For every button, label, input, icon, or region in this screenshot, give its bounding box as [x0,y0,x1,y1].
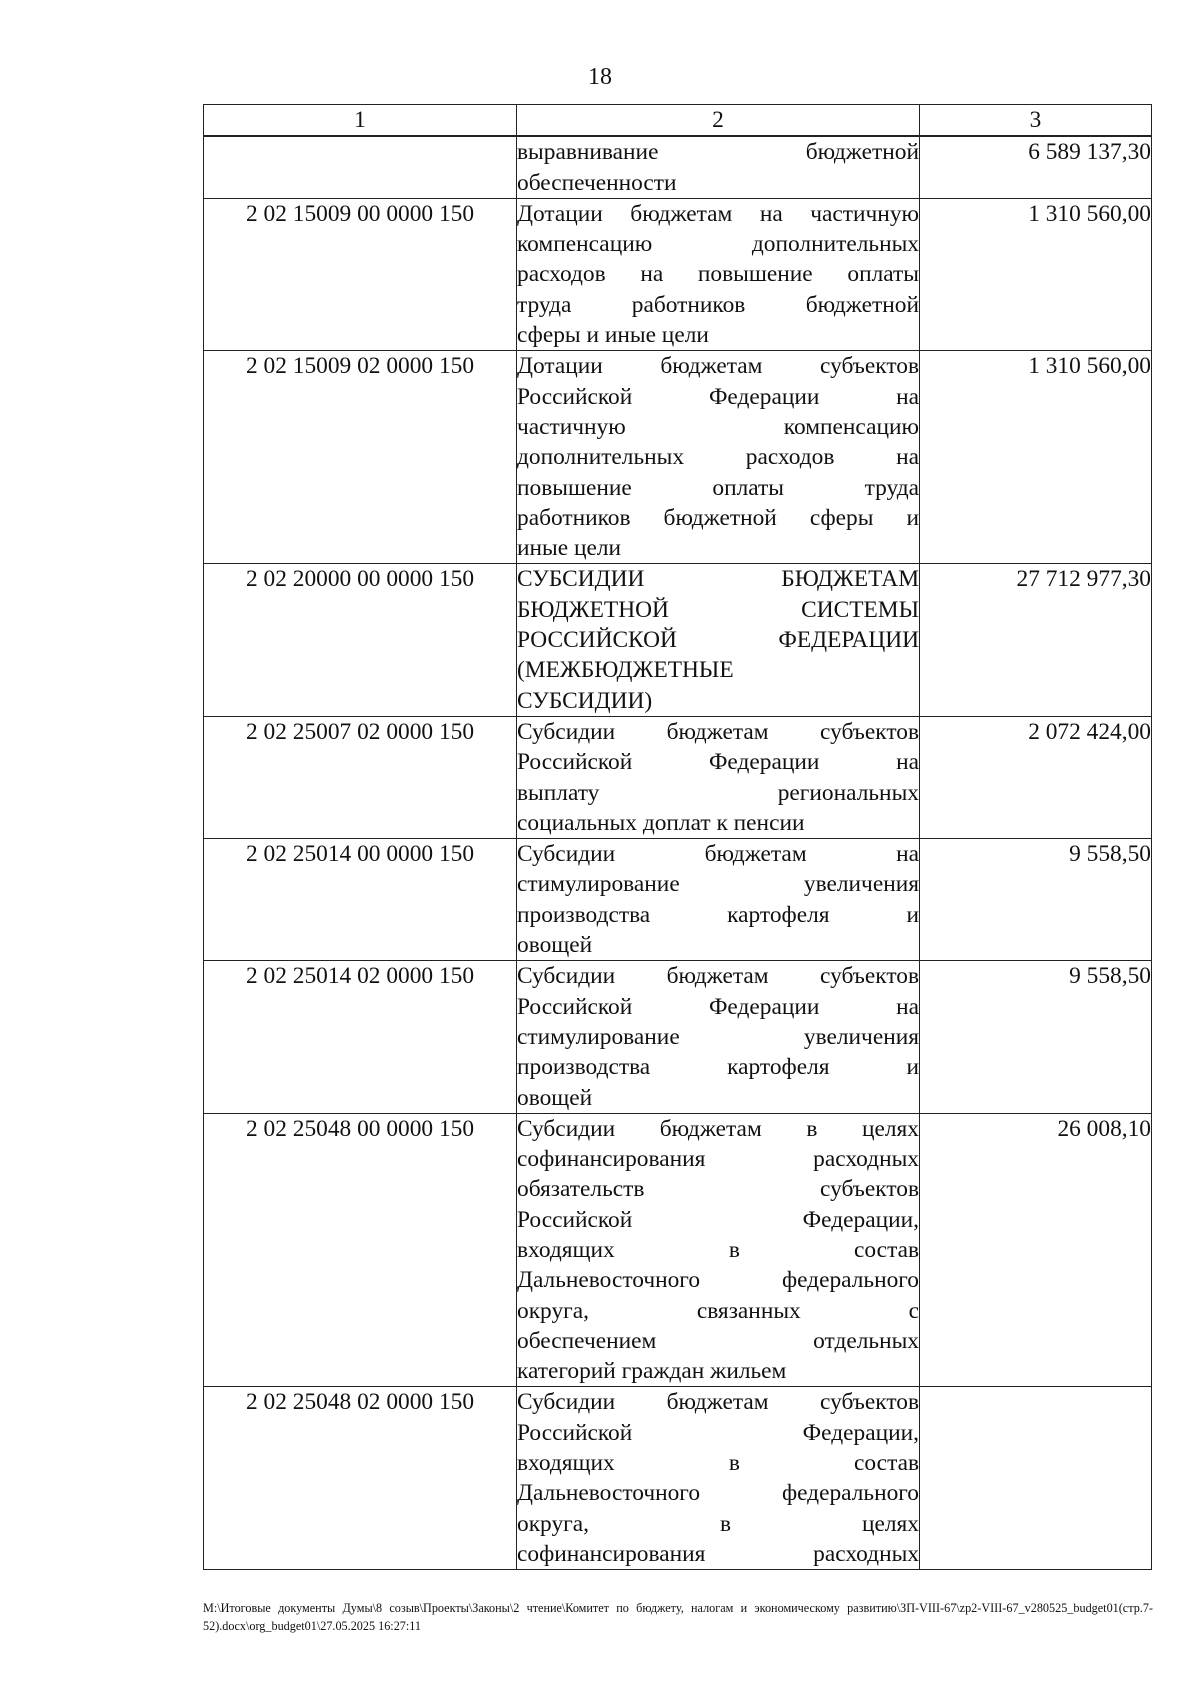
document-file-path-footer: M:\Итоговые документы Думы\8 созыв\Проекты\Законы\2 чтение\Комитет по бюджету, налогам и экономическому развитию\ЗП-VIII-67\zp2-VIII-67_v280525_budget01(стр.7-52).docx\org_budget01\27.05.2025 16:27:11 [203,1601,1153,1633]
revenue-description [517,961,920,1113]
amount-value: 26 008,10 [920,1113,1152,1387]
budget-classification-code: 2 02 25007 02 0000 150 [204,716,517,838]
description-line: Российской Федерации, [517,1419,919,1446]
budget-classification-code [204,136,517,198]
description-line: обеспеченности [517,169,677,196]
description-line: компенсацию дополнительных [517,231,919,258]
revenue-description [517,839,920,961]
description-line: повышение оплаты труда [517,474,919,501]
amount-value: 9 558,50 [920,961,1152,1113]
description-line: труда работников бюджетной [517,291,919,318]
description-line: категорий граждан жильем [517,1358,787,1385]
amount-value: 27 712 977,30 [920,564,1152,716]
revenue-description [517,1113,920,1387]
table-row [204,351,1152,564]
description-line: расходов на повышение оплаты [517,261,919,288]
description-line: РОССИЙСКОЙ ФЕДЕРАЦИИ [517,627,919,654]
description-line: Дальневосточного федерального [517,1267,919,1294]
description-line: производства картофеля и [517,901,919,928]
description-line: овощей [517,1084,593,1111]
page-number: 18 [588,64,612,90]
revenue-description [517,198,920,350]
description-line: выравнивание бюджетной [517,139,919,166]
description-line: овощей [517,932,593,959]
description-line: округа, в целях [517,1510,919,1537]
description-line: Субсидии бюджетам субъектов [517,718,919,745]
column-header-code: 1 [204,105,517,137]
description-line: Субсидии бюджетам на [517,841,919,868]
description-line: СУБСИДИИ БЮДЖЕТАМ [517,566,919,593]
table-row [204,1113,1152,1387]
budget-revenue-table [203,104,1152,1570]
description-line: Российской Федерации, [517,1206,919,1233]
description-line: обязательств субъектов [517,1176,919,1203]
amount-value: 1 310 560,00 [920,351,1152,564]
table-row [204,839,1152,961]
description-line: частичную компенсацию [517,413,919,440]
amount-value: 9 558,50 [920,839,1152,961]
description-line: работников бюджетной сферы и [517,504,919,531]
description-line: Российской Федерации на [517,993,919,1020]
description-line: БЮДЖЕТНОЙ СИСТЕМЫ [517,596,919,623]
amount-value: 2 072 424,00 [920,716,1152,838]
column-header-description: 2 [517,105,920,137]
revenue-description [517,716,920,838]
description-line: выплату региональных [517,779,919,806]
budget-classification-code: 2 02 25014 00 0000 150 [204,839,517,961]
description-line: социальных доплат к пенсии [517,809,805,836]
description-line: округа, связанных с [517,1297,919,1324]
description-line: входящих в состав [517,1450,919,1477]
description-line: стимулирование увеличения [517,871,919,898]
column-header-amount: 3 [920,105,1152,137]
budget-classification-code: 2 02 25048 00 0000 150 [204,1113,517,1387]
description-line: Субсидии бюджетам субъектов [517,963,919,990]
budget-classification-code: 2 02 15009 02 0000 150 [204,351,517,564]
description-line: Российской Федерации на [517,749,919,776]
description-line: софинансирования расходных [517,1146,919,1173]
description-line: входящих в состав [517,1236,919,1263]
description-line: иные цели [517,535,622,562]
table-row [204,961,1152,1113]
revenue-description [517,136,920,198]
description-line: софинансирования расходных [517,1540,919,1567]
description-line: дополнительных расходов на [517,444,919,471]
description-line: Дальневосточного федерального [517,1480,919,1507]
amount-value: 6 589 137,30 [920,136,1152,198]
budget-classification-code: 2 02 25048 02 0000 150 [204,1387,517,1570]
description-line: Дотации бюджетам на частичную [517,200,919,227]
revenue-description [517,351,920,564]
table-row [204,198,1152,350]
budget-classification-code: 2 02 20000 00 0000 150 [204,564,517,716]
revenue-description [517,564,920,716]
budget-classification-code: 2 02 25014 02 0000 150 [204,961,517,1113]
description-line: Российской Федерации на [517,383,919,410]
budget-classification-code: 2 02 15009 00 0000 150 [204,198,517,350]
description-line: Дотации бюджетам субъектов [517,353,919,380]
table-body [204,136,1152,1569]
revenue-description [517,1387,920,1570]
description-line: производства картофеля и [517,1054,919,1081]
description-line: стимулирование увеличения [517,1023,919,1050]
description-line: обеспечением отдельных [517,1327,919,1354]
description-line: Субсидии бюджетам в целях [517,1115,919,1142]
description-line: (МЕЖБЮДЖЕТНЫЕ [517,657,734,684]
table-row [204,716,1152,838]
table-row [204,1387,1152,1570]
table-row [204,136,1152,198]
table-header-row [204,105,1152,137]
amount-value [920,1387,1152,1570]
description-line: Субсидии бюджетам субъектов [517,1389,919,1416]
description-line: сферы и иные цели [517,322,709,349]
table-row [204,564,1152,716]
amount-value: 1 310 560,00 [920,198,1152,350]
description-line: СУБСИДИИ) [517,687,653,714]
